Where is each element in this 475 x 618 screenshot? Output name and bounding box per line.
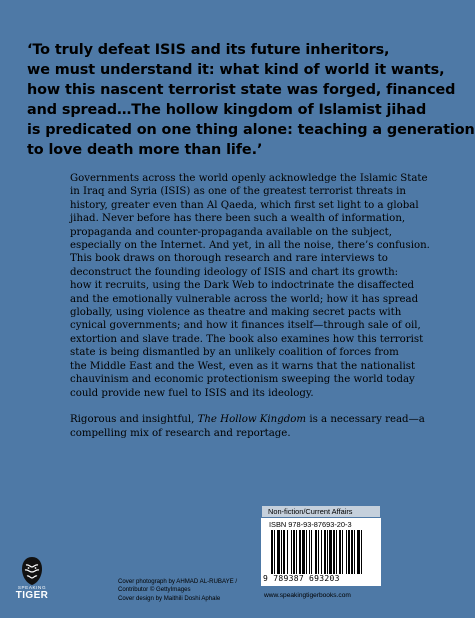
blurb-line: and the emotionally vulnerable across the world; how it has spread <box>70 293 419 305</box>
quote-line: we must understand it: what kind of world it wants, <box>27 62 445 78</box>
blurb-line: how it recruits, using the Dark Web to indoctrinate the disaffected <box>70 280 415 292</box>
genre-label: Non-fiction/Current Affairs <box>262 506 380 517</box>
tiger-head-icon <box>20 556 44 586</box>
barcode-bars <box>271 530 373 574</box>
barcode-bar <box>296 530 297 574</box>
barcode-bar <box>336 530 337 574</box>
barcode-bar <box>287 530 288 574</box>
publisher-logo <box>8 556 56 610</box>
credit-line: Cover design by Maithili Doshi Aphale <box>118 594 221 602</box>
barcode-panel <box>261 518 381 586</box>
credit-line: Contributor © GettyImages <box>118 586 191 594</box>
barcode-bar <box>311 530 312 574</box>
cover-credits <box>118 578 237 603</box>
quote-line: ‘To truly defeat ISIS and its future inheritors, <box>27 42 390 58</box>
barcode-bar <box>324 530 326 574</box>
barcode-bar <box>302 530 305 574</box>
blurb-line <box>70 413 425 426</box>
blurb-line: deconstruct the founding ideology of ISIS and chart its growth: <box>70 266 399 278</box>
quote-line: and spread…The hollow kingdom of Islamist jihad <box>27 102 427 118</box>
barcode-bar <box>291 530 292 574</box>
barcode-bar <box>339 530 341 574</box>
blurb-text: Rigorous and insightful, <box>70 414 198 426</box>
barcode-bar <box>329 530 332 574</box>
barcode-number: 9 789387 693203 <box>263 574 340 583</box>
barcode-bar <box>361 530 362 574</box>
barcode-bar <box>357 530 360 574</box>
blurb-line: Governments across the world openly acknowledge the Islamic State <box>70 173 428 184</box>
blurb-line: This book draws on thorough research and rare interviews to <box>70 253 388 265</box>
blurb-line: could provide new fuel to ISIS and its ideology. <box>70 387 314 399</box>
barcode-bar <box>342 530 343 574</box>
blurb-line: extortion and slave trade. The book also examines how this terrorist <box>70 333 424 345</box>
barcode-bar <box>351 530 353 574</box>
blurb-line: especially on the Internet. And yet, in all the noise, there’s confusion. <box>70 240 430 252</box>
blurb-line: state is being dismantled by an unlikely coalition of forces from <box>70 347 399 359</box>
barcode-bar <box>346 530 347 574</box>
barcode-bar <box>327 530 328 574</box>
barcode-bar <box>333 530 335 574</box>
quote-line: to love death more than life.’ <box>27 142 263 158</box>
barcode-bar <box>271 530 273 574</box>
barcode-bar <box>354 530 355 574</box>
barcode-bar <box>315 530 317 574</box>
barcode-bar <box>277 530 280 574</box>
pull-quote <box>27 40 475 160</box>
book-blurb <box>70 172 430 440</box>
barcode-bar <box>293 530 295 574</box>
blurb-line: compelling mix of research and reportage. <box>70 427 291 439</box>
barcode-bar <box>318 530 319 574</box>
barcode-bar <box>309 530 310 574</box>
barcode-bar <box>283 530 285 574</box>
book-title: The Hollow Kingdom <box>197 414 307 426</box>
barcode-bar <box>281 530 282 574</box>
barcode-bar <box>306 530 307 574</box>
blurb-line: history, greater even than Al Qaeda, which first set light to a global <box>70 199 419 211</box>
blurb-text: is a necessary read—a <box>306 414 425 426</box>
blurb-line: in Iraq and Syria (ISIS) as one of the greatest terrorist threats in <box>70 186 406 198</box>
blurb-line: cynical governments; and how it finances itself—through sale of oil, <box>70 320 421 332</box>
blurb-line: jihad. Never before has there been such a wealth of information, <box>70 213 406 225</box>
barcode-bar <box>274 530 275 574</box>
blurb-line: chauvinism and economic protectionism sweeping the world today <box>70 374 415 386</box>
paragraph-gap <box>70 400 388 413</box>
barcode-bar <box>348 530 350 574</box>
blurb-line: the Middle East and the West, even as it warns that the nationalist <box>70 360 416 372</box>
publisher-website: www.speakingtigerbooks.com <box>264 592 351 599</box>
quote-line: how this nascent terrorist state was forged, financed <box>27 82 456 98</box>
isbn-text: ISBN 978-93-87693-20-3 <box>269 520 352 529</box>
credit-line: Cover photograph by AHMAD AL-RUBAYE / <box>118 578 238 585</box>
publisher-name-top: SPEAKING <box>17 585 47 590</box>
barcode-bar <box>299 530 301 574</box>
blurb-line: globally, using violence as theatre and making secret pacts with <box>70 307 402 319</box>
barcode-bar <box>321 530 322 574</box>
publisher-name: TIGER <box>15 590 49 601</box>
quote-line: is predicated on one thing alone: teaching a generation <box>27 122 475 138</box>
blurb-line: propaganda and counter-propaganda available on the subject, <box>70 226 392 238</box>
